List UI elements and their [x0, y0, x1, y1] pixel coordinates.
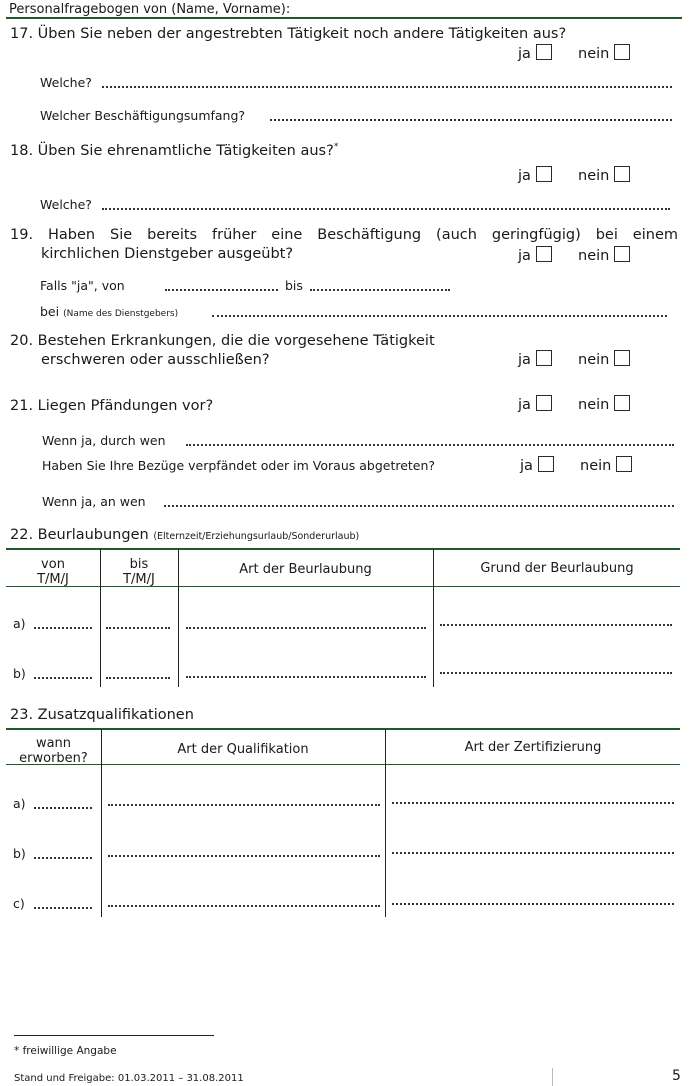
- q21-pledged-no-checkbox[interactable]: [616, 456, 632, 472]
- q19-employer-label: [40, 304, 178, 319]
- q22-subtitle: (Elternzeit/Erziehungsurlaub/Sonderurlaub): [153, 531, 360, 542]
- q23-row-a-qualification-field[interactable]: [108, 804, 380, 806]
- yes-label: ja: [518, 168, 531, 184]
- q23-row-b-label: b): [13, 846, 26, 861]
- q19-to-label: bis: [285, 278, 303, 293]
- q23-top-rule: [6, 728, 680, 730]
- no-label: nein: [578, 352, 610, 368]
- q21-pledged-yes-checkbox[interactable]: [538, 456, 554, 472]
- q17-no-option[interactable]: [578, 44, 630, 62]
- q23-row-c-when-field[interactable]: [34, 907, 92, 909]
- q23-row-b-qualification-field[interactable]: [108, 855, 380, 857]
- no-label: nein: [578, 168, 610, 184]
- q18-which-label: Welche?: [40, 197, 92, 212]
- q23-row-c-qualification-field[interactable]: [108, 905, 380, 907]
- form-header-title: Personalfragebogen von (Name, Vorname):: [9, 2, 291, 17]
- q23-row-b-certification-field[interactable]: [392, 852, 674, 854]
- q22-row-a-from-field[interactable]: [34, 627, 92, 629]
- q22-row-a-reason-field[interactable]: [440, 624, 672, 626]
- q17-which-label: Welche?: [40, 75, 92, 90]
- q22-col-reason: Grund der Beurlaubung: [480, 561, 634, 576]
- q23-row-a-label: a): [13, 796, 26, 811]
- q23-col-qualification: Art der Qualifikation: [177, 742, 309, 757]
- yes-label: ja: [518, 397, 531, 413]
- q18-question-text: 18. Üben Sie ehrenamtliche Tätigkeiten aus?: [10, 142, 334, 159]
- q23-title: 23. Zusatzqualifikationen: [10, 707, 194, 723]
- q23-row-c-label: c): [13, 896, 25, 911]
- yes-label: ja: [518, 352, 531, 368]
- no-label: nein: [578, 397, 610, 413]
- q21-to-whom-label: Wenn ja, an wen: [42, 494, 146, 509]
- q20-no-option[interactable]: [578, 350, 630, 368]
- q17-scope-field[interactable]: [270, 119, 672, 121]
- q19-yes-option[interactable]: [518, 246, 552, 264]
- q19-from-label: Falls "ja", von: [40, 278, 125, 293]
- header-rule: [6, 17, 682, 19]
- q18-which-field[interactable]: [102, 208, 670, 210]
- q23-col-when-line1: wann: [35, 736, 72, 751]
- q21-to-whom-field[interactable]: [164, 505, 674, 507]
- q18-no-checkbox[interactable]: [614, 166, 630, 182]
- q19-at-text: bei: [40, 304, 60, 319]
- q23-col-certification: Art der Zertifizierung: [464, 740, 602, 755]
- q18-yes-option[interactable]: [518, 166, 552, 184]
- q22-col-from-line2: T/M/J: [37, 572, 69, 587]
- q17-question: 17. Üben Sie neben der angestrebten Tätigkeit noch andere Tätigkeiten aus?: [10, 26, 567, 42]
- q22-row-b-reason-field[interactable]: [440, 672, 672, 674]
- q23-header-rule: [6, 764, 680, 765]
- q23-divider-2: [385, 729, 386, 917]
- q20-no-checkbox[interactable]: [614, 350, 630, 366]
- q22-row-a-to-field[interactable]: [106, 627, 170, 629]
- no-label: nein: [578, 46, 610, 62]
- q21-pledged-label: Haben Sie Ihre Bezüge verpfändet oder im Voraus abgetreten?: [42, 458, 436, 473]
- q18-no-option[interactable]: [578, 166, 630, 184]
- footnote: * freiwillige Angabe: [14, 1045, 117, 1057]
- q18-footnote-marker: *: [333, 142, 339, 152]
- validity-note: Stand und Freigabe: 01.03.2011 – 31.08.2011: [14, 1073, 244, 1084]
- q22-row-a-type-field[interactable]: [186, 627, 426, 629]
- q23-row-a-when-field[interactable]: [34, 807, 92, 809]
- q21-pledged-yes-option[interactable]: [520, 456, 554, 474]
- q22-row-b-to-field[interactable]: [106, 677, 170, 679]
- yes-label: ja: [518, 46, 531, 62]
- q17-no-checkbox[interactable]: [614, 44, 630, 60]
- q19-question-line1: 19. Haben Sie bereits früher eine Beschäftigung (auch geringfügig) bei einem: [10, 227, 678, 243]
- q17-yes-option[interactable]: [518, 44, 552, 62]
- q22-row-b-type-field[interactable]: [186, 676, 426, 678]
- q19-yes-checkbox[interactable]: [536, 246, 552, 262]
- yes-label: ja: [520, 458, 533, 474]
- q19-employer-field[interactable]: [212, 315, 667, 317]
- q22-row-b-from-field[interactable]: [34, 677, 92, 679]
- q21-no-option[interactable]: [578, 395, 630, 413]
- q21-yes-option[interactable]: [518, 395, 552, 413]
- q21-question: 21. Liegen Pfändungen vor?: [10, 398, 214, 414]
- q19-no-option[interactable]: [578, 246, 630, 264]
- q17-scope-label: Welcher Beschäftigungsumfang?: [40, 108, 246, 123]
- q22-title-text: 22. Beurlaubungen: [10, 527, 149, 543]
- q19-from-field[interactable]: [165, 289, 278, 291]
- q23-row-a-certification-field[interactable]: [392, 802, 674, 804]
- q21-no-checkbox[interactable]: [614, 395, 630, 411]
- q23-col-when-line2: erworben?: [19, 751, 88, 766]
- q19-to-field[interactable]: [310, 289, 450, 291]
- q22-row-a-label: a): [13, 616, 26, 631]
- q22-row-b-label: b): [13, 666, 26, 681]
- q21-by-whom-field[interactable]: [186, 444, 674, 446]
- q18-question: [10, 142, 338, 159]
- q23-row-c-certification-field[interactable]: [392, 903, 674, 905]
- q20-yes-option[interactable]: [518, 350, 552, 368]
- q21-yes-checkbox[interactable]: [536, 395, 552, 411]
- q23-divider-1: [101, 729, 102, 917]
- q22-col-from-line1: von: [41, 557, 65, 572]
- q19-no-checkbox[interactable]: [614, 246, 630, 262]
- q22-top-rule: [6, 548, 680, 550]
- q19-question-line2: kirchlichen Dienstgeber ausgeübt?: [41, 246, 294, 262]
- q17-which-field[interactable]: [102, 86, 672, 88]
- q20-yes-checkbox[interactable]: [536, 350, 552, 366]
- page-number: 5: [672, 1068, 681, 1084]
- q22-col-to: [100, 557, 178, 587]
- q22-col-from: [6, 557, 100, 587]
- yes-label: ja: [518, 248, 531, 264]
- q18-yes-checkbox[interactable]: [536, 166, 552, 182]
- no-label: nein: [578, 248, 610, 264]
- q20-question-line2: erschweren oder ausschließen?: [41, 352, 270, 368]
- q20-question-line1: 20. Bestehen Erkrankungen, die die vorgesehene Tätigkeit: [10, 333, 435, 349]
- q17-yes-checkbox[interactable]: [536, 44, 552, 60]
- q19-employer-hint: (Name des Dienstgebers): [63, 309, 179, 319]
- footnote-rule: [14, 1035, 214, 1036]
- q23-row-b-when-field[interactable]: [34, 857, 92, 859]
- q21-pledged-no-option[interactable]: [580, 456, 632, 474]
- q22-col-type: Art der Beurlaubung: [239, 562, 372, 577]
- q21-by-whom-label: Wenn ja, durch wen: [42, 433, 166, 448]
- q22-title: [10, 527, 359, 543]
- q22-col-to-line2: T/M/J: [123, 572, 155, 587]
- q22-col-to-line1: bis: [129, 557, 149, 572]
- q23-col-when: [6, 736, 101, 766]
- footer-divider: [552, 1068, 553, 1086]
- no-label: nein: [580, 458, 612, 474]
